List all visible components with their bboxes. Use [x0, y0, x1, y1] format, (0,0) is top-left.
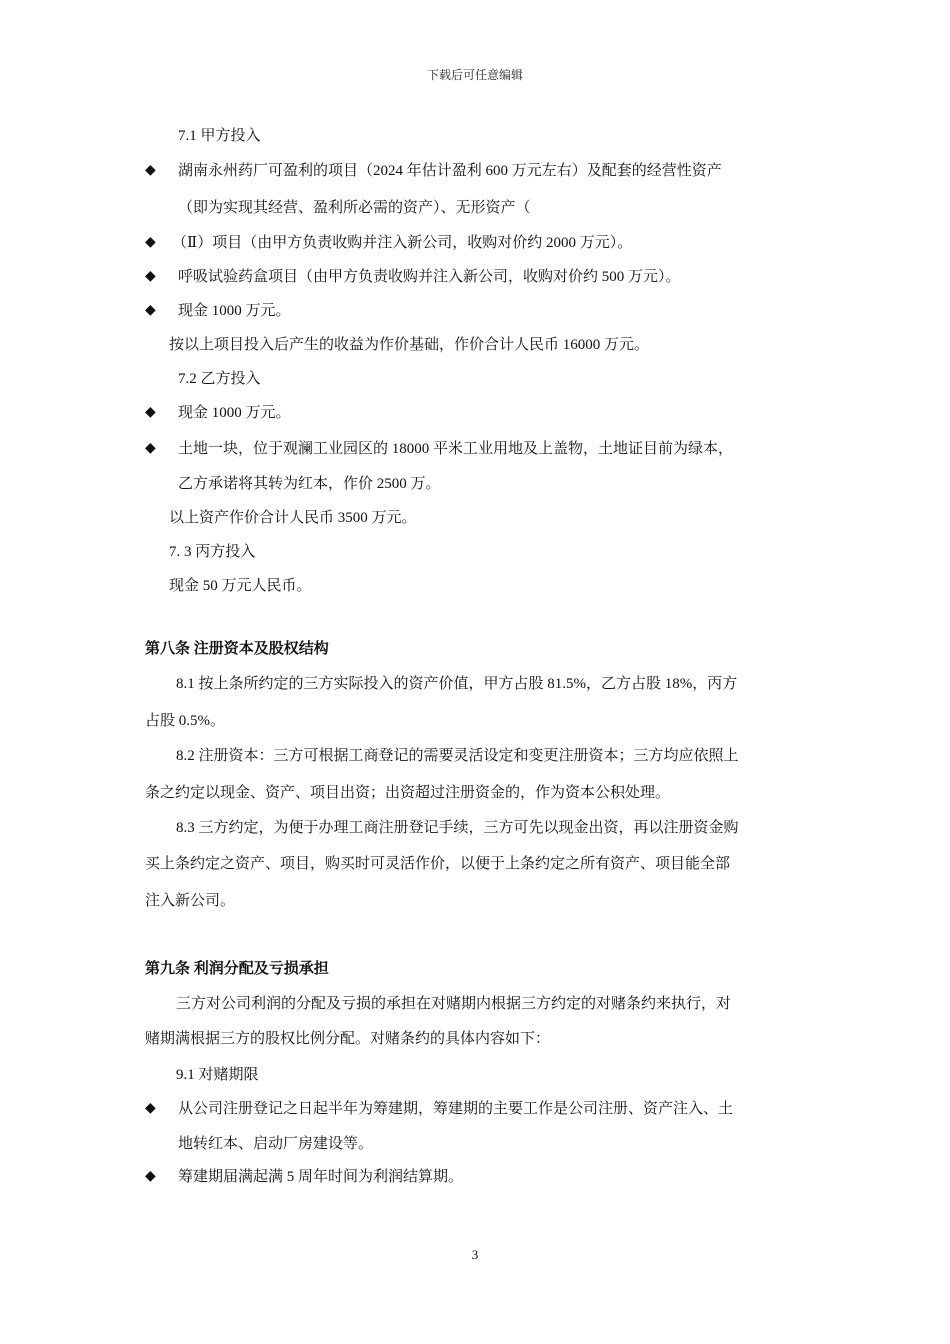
subsection-summary: 按以上项目投入后产生的收益为作价基础，作价合计人民币 16000 万元。: [169, 337, 650, 353]
paragraph-line: 8.1 按上条所约定的三方实际投入的资产价值，甲方占股 81.5%，乙方占股 18%，丙方: [176, 676, 738, 692]
paragraph-line: 8.3 三方约定，为便于办理工商注册登记手续，三方可先以现金出资，再以注册资金购: [176, 820, 739, 836]
subsection-9-1-title: 9.1 对赌期限: [176, 1067, 259, 1083]
section-9-title: 第九条 利润分配及亏损承担: [145, 961, 329, 977]
list-item: （Ⅱ）项目（由甲方负责收购并注入新公司，收购对价约 2000 万元）。: [172, 235, 633, 251]
list-item: 呼吸试验药盒项目（由甲方负责收购并注入新公司，收购对价约 500 万元）。: [178, 269, 681, 285]
diamond-bullet-icon: ◆: [145, 405, 156, 420]
list-item: 现金 1000 万元。: [178, 303, 291, 319]
page-header: 下载后可任意编辑: [426, 68, 523, 82]
diamond-bullet-icon: ◆: [145, 1101, 156, 1116]
subsection-7-1-title: 7.1 甲方投入: [178, 128, 261, 144]
diamond-bullet-icon: ◆: [145, 441, 156, 456]
diamond-bullet-icon: ◆: [145, 235, 156, 250]
list-item-continuation: 地转红本、启动厂房建设等。: [178, 1136, 374, 1152]
section-8-title: 第八条 注册资本及股权结构: [145, 641, 329, 657]
paragraph-line: 三方对公司利润的分配及亏损的承担在对赌期内根据三方约定的对赌条约来执行，对: [176, 996, 732, 1012]
paragraph-line: 买上条约定之资产、项目，购买时可灵活作价，以便于上条约定之所有资产、项目能全部: [145, 856, 731, 872]
list-item: 现金 1000 万元。: [178, 405, 291, 421]
list-item-continuation: （即为实现其经营、盈利所必需的资产）、无形资产（: [178, 200, 531, 216]
subsection-7-3-title: 7. 3 丙方投入: [169, 544, 256, 560]
paragraph-line: 赌期满根据三方的股权比例分配。对赌条约的具体内容如下：: [145, 1031, 551, 1047]
paragraph-line: 8.2 注册资本：三方可根据工商登记的需要灵活设定和变更注册资本；三方均应依照上: [176, 748, 739, 764]
list-item-continuation: 乙方承诺将其转为红本，作价 2500 万。: [178, 476, 441, 492]
list-item: 土地一块，位于观澜工业园区的 18000 平米工业用地及上盖物，土地证目前为绿本，: [178, 441, 734, 457]
paragraph-line: 条之约定以现金、资产、项目出资；出资超过注册资金的，作为资本公积处理。: [145, 785, 671, 801]
diamond-bullet-icon: ◆: [145, 1169, 156, 1184]
diamond-bullet-icon: ◆: [145, 163, 156, 178]
list-item: 从公司注册登记之日起半年为筹建期，筹建期的主要工作是公司注册、资产注入、土: [178, 1101, 734, 1117]
paragraph-line: 注入新公司。: [145, 893, 236, 909]
list-item: 筹建期届满起满 5 周年时间为利润结算期。: [178, 1169, 464, 1185]
subsection-text: 现金 50 万元人民币。: [169, 578, 312, 594]
diamond-bullet-icon: ◆: [145, 303, 156, 318]
paragraph-line: 占股 0.5%。: [145, 713, 225, 729]
diamond-bullet-icon: ◆: [145, 269, 156, 284]
subsection-7-2-title: 7.2 乙方投入: [178, 371, 261, 387]
list-item: 湖南永州药厂可盈利的项目（2024 年估计盈利 600 万元左右）及配套的经营性资产: [178, 163, 722, 179]
subsection-summary: 以上资产作价合计人民币 3500 万元。: [169, 510, 417, 526]
page-number: 3: [471, 1247, 479, 1262]
